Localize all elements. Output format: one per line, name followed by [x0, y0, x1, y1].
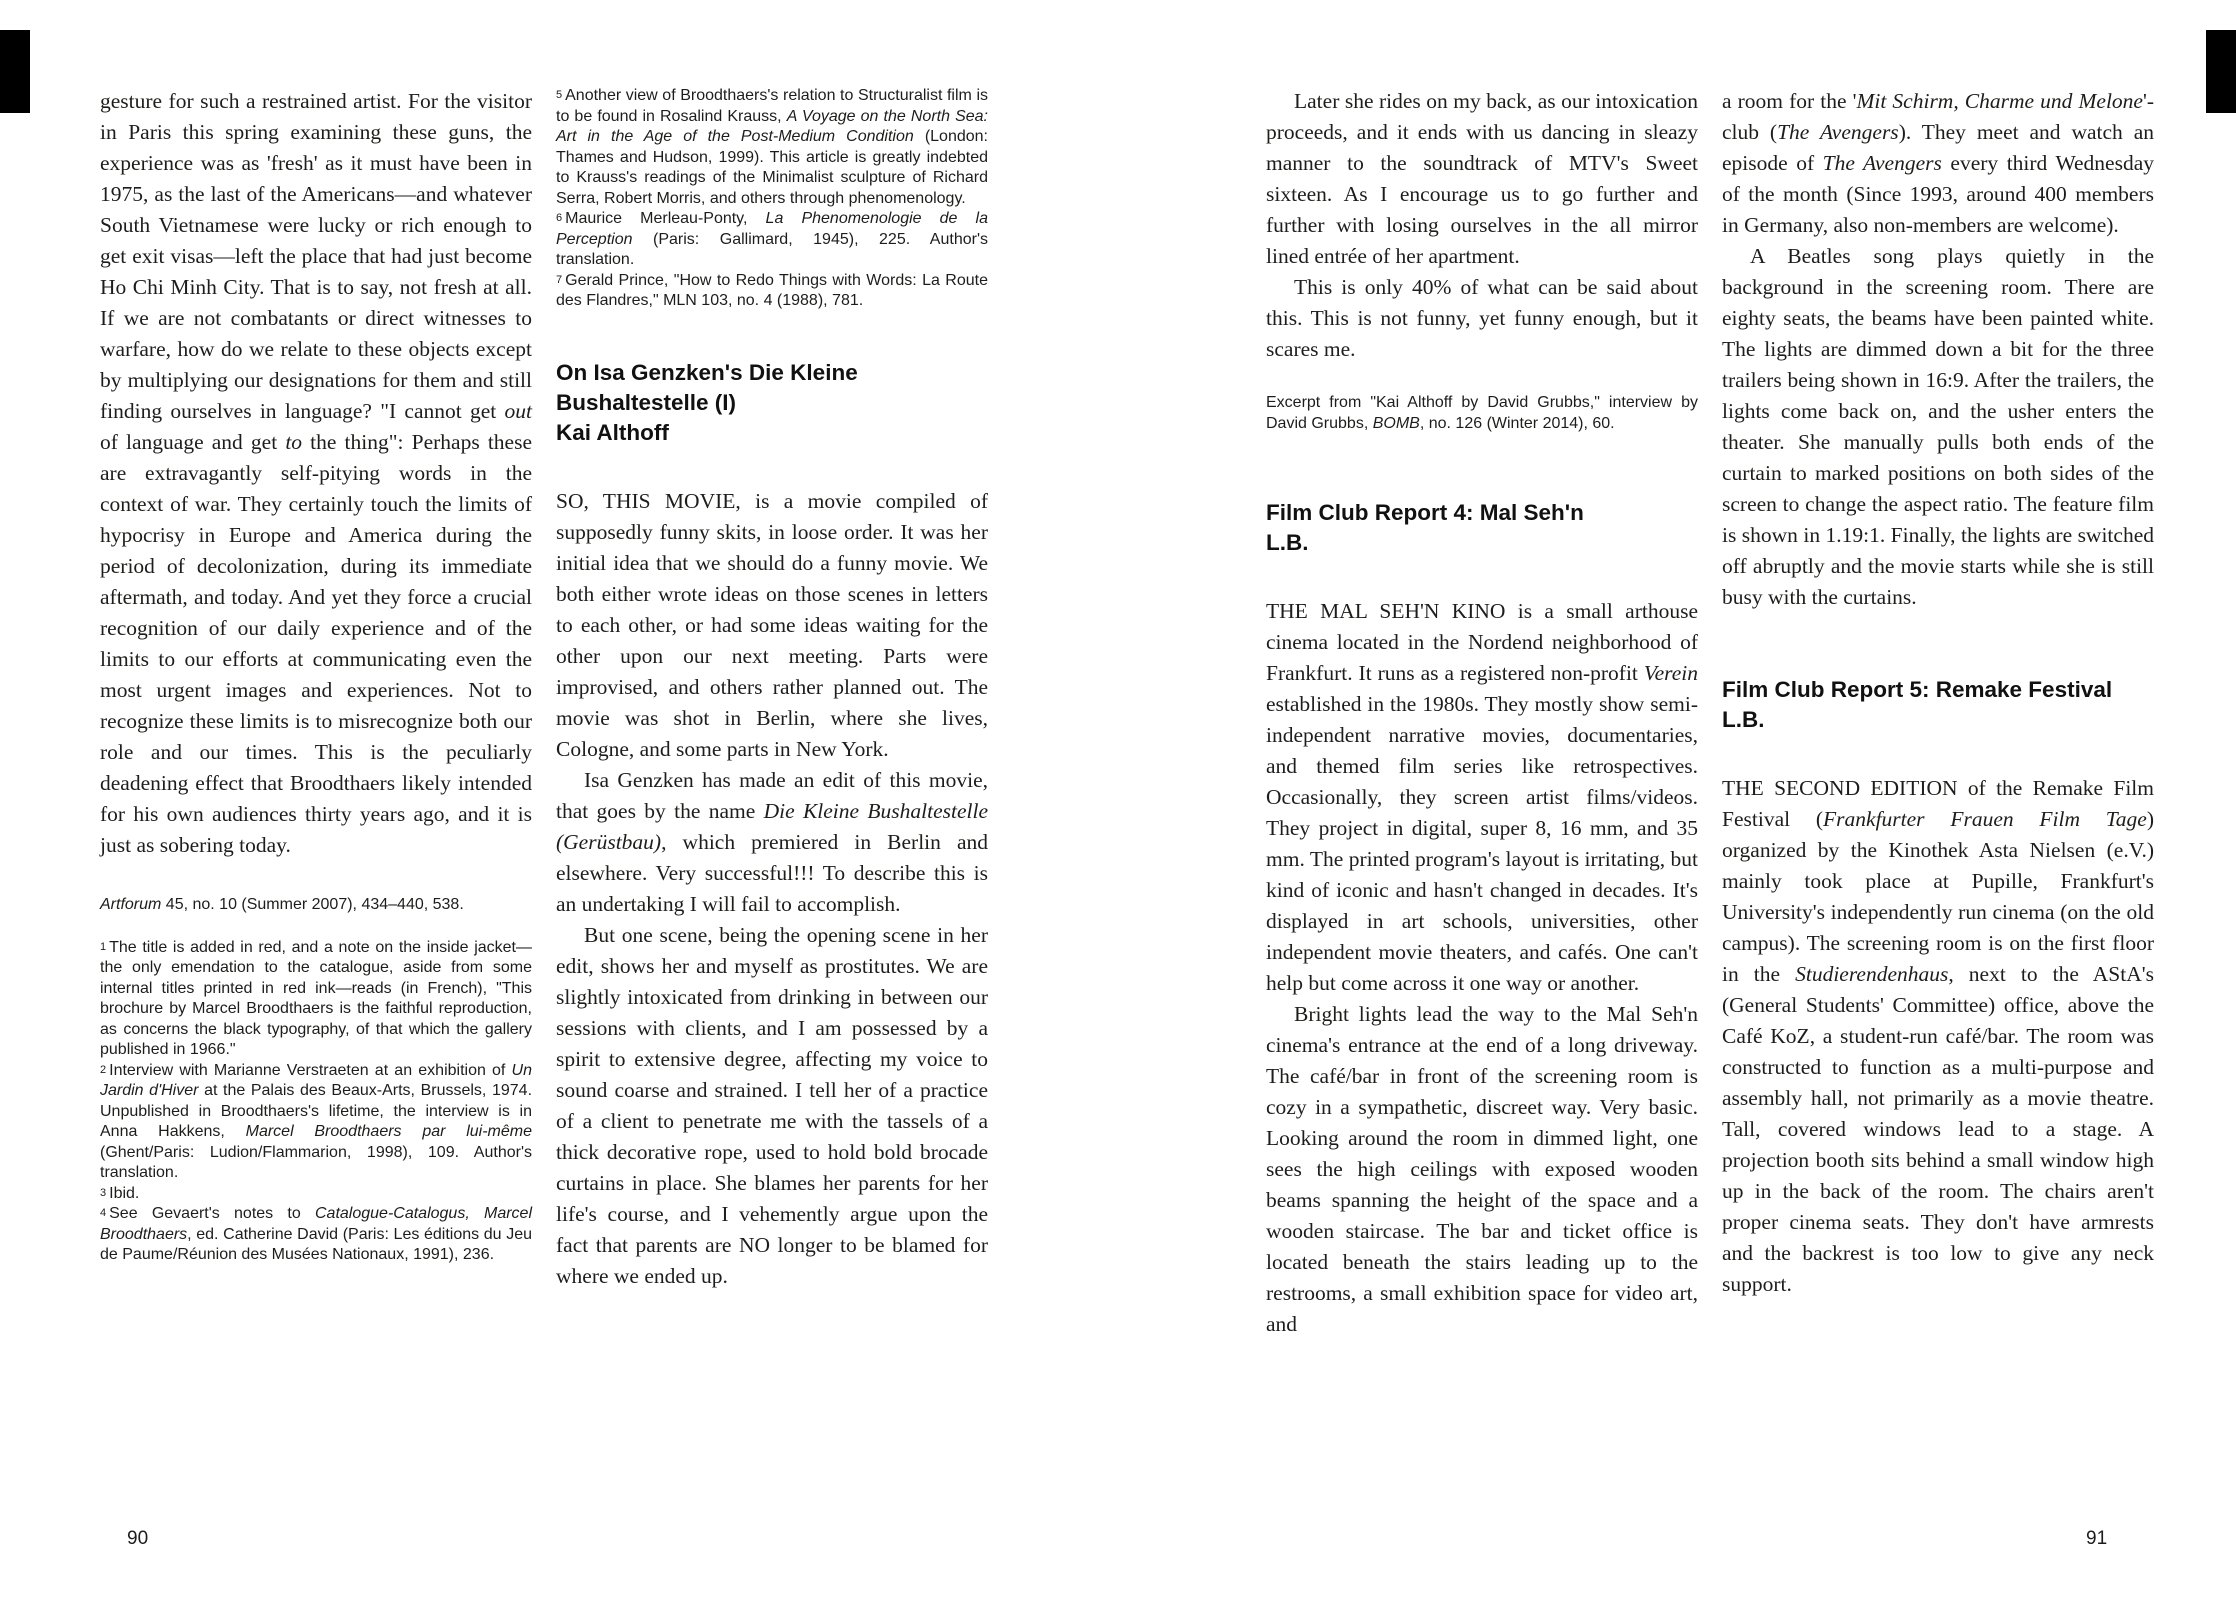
report-author: L.B. — [1722, 707, 1765, 732]
article-title: On Isa Genzken's Die Kleine Bushaltestelle (I) — [556, 359, 858, 415]
footnotes-block — [100, 938, 532, 1266]
article-paragraph: This is only 40% of what can be said about this. This is not funny, yet funny enough, but it scares me. — [1266, 275, 1698, 361]
footnote-number: 2 — [100, 1063, 107, 1076]
article-paragraph-continuation: Later she rides on my back, as our intoxication proceeds, and it ends with us dancing in sleazy manner to the soundtrack of MTV's Sweet sixteen. As I encourage us to go further and further with losing ourselves in the all mirror lined entrée of her apartment. — [1266, 89, 1698, 268]
footnote-number: 5 — [556, 89, 563, 101]
report-title: Film Club Report 5: Remake Festival — [1722, 677, 2113, 702]
left-page-column-1 — [100, 86, 532, 1266]
report-title: Film Club Report 4: Mal Seh'n — [1266, 500, 1584, 525]
corner-mark-left — [0, 30, 30, 113]
footnote-number: 1 — [100, 940, 107, 953]
article-paragraph-continuation: gesture for such a restrained artist. For the visitor in Paris this spring examining these guns, the experience was as 'fresh' as it must have been in 1975, as the last of the Americans—and whatever South Vietnamese were lucky or rich enough to get exit visas—left the place that had just become Ho Chi Minh City. That is to say, not fresh at all. If we are not combatants or direct witnesses to warfare, how do we relate to these objects except by multiplying our designations for them and still finding ourselves in language? "I cannot get out of language and get to the thing": Perhaps these are extravagantly self-pitying words in the context of war. They certainly touch the limits of hypocrisy in Europe and America during the period of decolonization, during its immediate aftermath, and today. And yet they force a crucial recognition of our daily experience and of the limits to our efforts at communicating even the most urgent images and experiences. Not to recognize these limits is to misrecognize both our role and our times. This is the peculiarly deadening effect that Broodthaers likely intended for his own audiences thirty years ago, and it is just as sobering today. — [100, 89, 532, 857]
footnote-4 — [100, 1204, 532, 1266]
footnote-number: 4 — [100, 1207, 107, 1219]
footnote-text: Ibid. — [109, 1184, 140, 1202]
report-paragraph: A Beatles song plays quietly in the background in the screening room. There are eighty seats, the beams have been painted white. The lights are dimmed down a bit for the three trailers being shown in 16:9. After the trailers, the lights come back on, and the usher enters the theater. She manually pulls both ends of the curtain to marked positions on both sides of the screen to change the aspect ratio. The feature film is shown in 1.19:1. Finally, the lights are switched off abruptly and the movie starts while she is still busy with the curtains. — [1722, 244, 2154, 609]
report-author: L.B. — [1266, 530, 1309, 555]
article-paragraph: But one scene, being the opening scene in her edit, shows her and myself as prostitutes. We are slightly intoxicated from drinking in between our sessions with clients, and I am possessed by a spirit to extensive degree, affecting my voice to sound coarse and strained. I tell her of a practice of a client to penetrate me with the tassels of a thick decorative rope, used to hold bold brocade curtains in place. She blames her parents for her life's course, and I vehemently argue upon the fact that parents are NO longer to be blamed for where we ended up. — [556, 922, 988, 1288]
report-heading — [1266, 498, 1698, 558]
article-author: Kai Althoff — [556, 419, 669, 445]
article-heading — [556, 358, 988, 448]
report-paragraph: Bright lights lead the way to the Mal Seh'n cinema's entrance at the end of a long driveway. The café/bar in front of the screening room is cozy in a sympathetic, discreet way. Very basic. Looking around the room in dimmed light, one sees the high ceilings with exposed wooden beams spanning the height of the space and a wooden staircase. The bar and ticket office is located beneath the stairs leading up to the restrooms, a small exhibition space for video art, and — [1266, 1002, 1698, 1336]
footnote-text: See Gevaert's notes to Catalogue-Catalogus, Marcel Broodthaers, ed. Catherine David (Paris: Les éditions du Jeu de Paume/Réunion des Musées Nationaux, 1991), 236. — [100, 1205, 533, 1263]
footnote-text: Maurice Merleau-Ponty, La Phenomenologie de la Perception (Paris: Gallimard, 1945), 225. Author's translation. — [556, 210, 988, 268]
report-paragraph: THE MAL SEH'N KINO is a small arthouse cinema located in the Nordend neighborhood of Frankfurt. It runs as a registered non-profit Verein established in the 1980s. They mostly show semi-independent narrative movies, documentaries, and themed film series like retrospectives. Occasionally, they screen artist films/videos. They project in digital, super 8, 16 mm, and 35 mm. The printed program's layout is irritating, but kind of iconic and hasn't changed in decades. It's displayed in art schools, universities, other independent movie theaters, and cafés. One can't help but come across it one way or another. — [1266, 599, 1698, 995]
report-paragraph: THE SECOND EDITION of the Remake Film Festival (Frankfurter Frauen Film Tage) organized by the Kinothek Asta Nielsen (e.V.) mainly took place at Pupille, Frankfurt's University's independently run cinema (on the old campus). The screening room is on the first floor in the Studierendenhaus, next to the AStA's (General Students' Committee) office, above the Café KoZ, a student-run café/bar. The room was constructed to function as a multi-purpose and assembly hall, not primarily as a movie theatre. Tall, covered windows lead to a stage. A projection booth sits behind a small window high up in the back of the room. The chairs aren't proper cinema seats. They don't have armrests and the backrest is too low to give any neck support. — [1722, 776, 2154, 1296]
article-paragraph: SO, THIS MOVIE, is a movie compiled of supposedly funny skits, in loose order. It was her initial idea that we should do a funny movie. We both either wrote ideas on those scenes in letters to each other, or had some ideas waiting for the other upon our next meeting. Parts were improvised, and others rather planned out. The movie was shot in Berlin, where she lives, Cologne, and some parts in New York. — [556, 488, 988, 761]
footnote-1 — [100, 938, 532, 1061]
page-number-left: 90 — [127, 1528, 149, 1549]
excerpt-citation: Excerpt from "Kai Althoff by David Grubbs," interview by David Grubbs, BOMB, no. 126 (Winter 2014), 60. — [1266, 394, 1698, 432]
footnote-text: The title is added in red, and a note on the inside jacket—the only emendation to the catalogue, aside from some internal titles printed in red ink—reads (in French), "This brochure by Marcel Broodthaers is the faithful reproduction, as concerns the black typography, of that which the gallery published in 1966." — [100, 938, 532, 1058]
footnote-number: 6 — [556, 212, 563, 224]
footnote-5 — [556, 86, 988, 209]
source-citation: Artforum 45, no. 10 (Summer 2007), 434–440, 538. — [100, 896, 464, 913]
footnote-2 — [100, 1061, 532, 1184]
right-page-column-2 — [1722, 86, 2154, 1300]
footnote-text: Gerald Prince, "How to Redo Things with Words: La Route des Flandres," MLN 103, no. 4 (1988), 781. — [556, 271, 988, 309]
right-page-column-1 — [1266, 86, 1698, 1340]
footnote-3 — [100, 1184, 532, 1205]
footnote-text: Another view of Broodthaers's relation to Structuralist film is to be found in Rosalind Krauss, A Voyage on the North Sea: Art in the Age of the Post-Medium Condition (London: Thames and Hudson, 1999). This article is greatly indebted to Krauss's readings of the Minimalist sculpture of Richard Serra, Robert Morris, and others through phenomenology. — [556, 87, 988, 207]
corner-mark-right — [2206, 30, 2236, 113]
report-paragraph-continuation: a room for the 'Mit Schirm, Charme und Melone'-club (The Avengers). They meet and watch an episode of The Avengers every third Wednesday of the month (Since 1993, around 400 members in Germany, also non-members are welcome). — [1722, 89, 2155, 237]
footnote-text: Interview with Marianne Verstraeten at an exhibition of Un Jardin d'Hiver at the Palais des Beaux-Arts, Brussels, 1974. Unpublished in Broodthaers's lifetime, the interview is in Anna Hakkens, Marcel Broodthaers par lui-même (Ghent/Paris: Ludion/Flammarion, 1998), 109. Author's translation. — [100, 1061, 533, 1181]
page-number-right: 91 — [2086, 1528, 2108, 1549]
footnote-7 — [556, 271, 988, 312]
footnotes-block — [556, 86, 988, 312]
footnote-6 — [556, 209, 988, 271]
left-page-column-2 — [556, 86, 988, 1292]
footnote-number: 3 — [100, 1186, 107, 1199]
footnote-number: 7 — [556, 273, 563, 286]
article-paragraph: Isa Genzken has made an edit of this movie, that goes by the name Die Kleine Bushaltestelle (Gerüstbau), which premiered in Berlin and elsewhere. Very successful!!! To describe this is an undertaking I will fail to accomplish. — [556, 767, 988, 916]
report-heading — [1722, 675, 2154, 735]
